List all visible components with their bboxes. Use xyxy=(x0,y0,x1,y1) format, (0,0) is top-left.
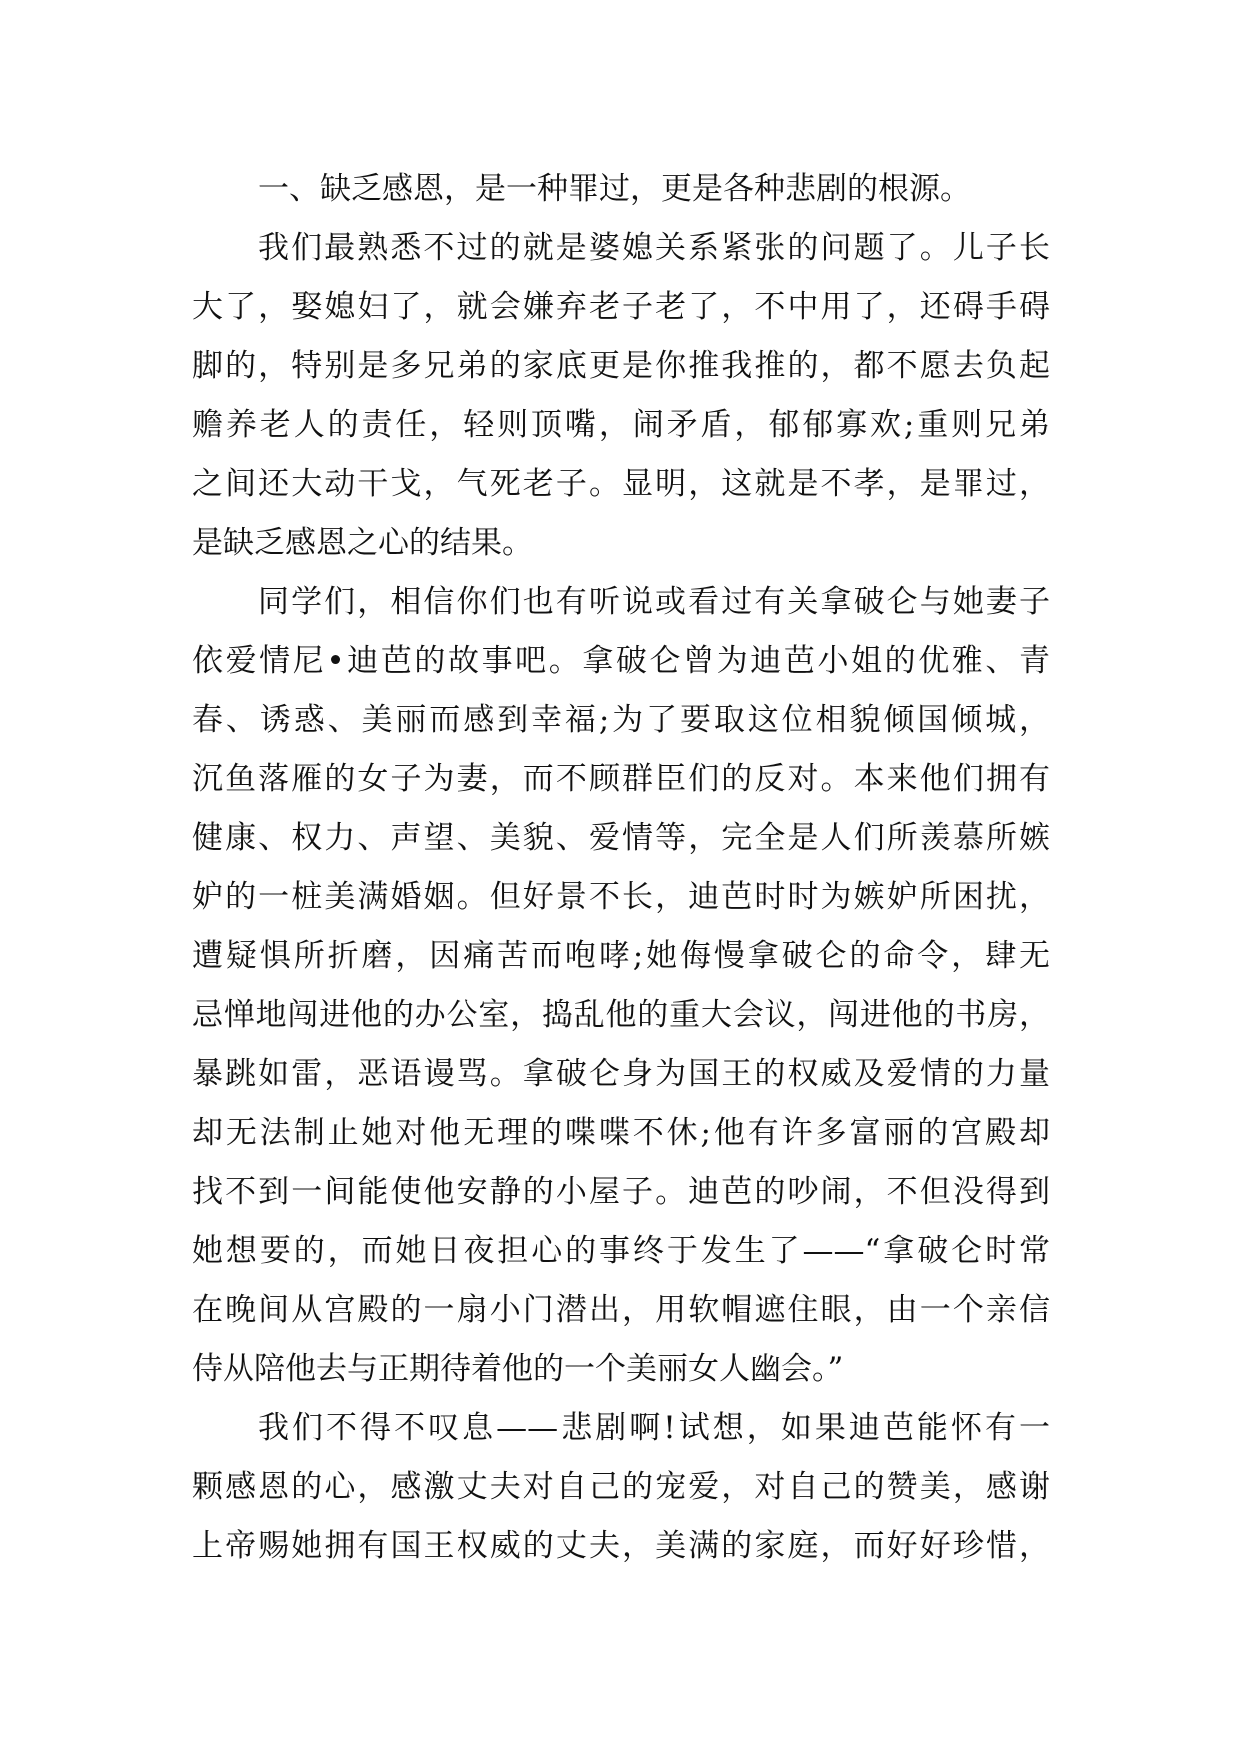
paragraph-1-line-2: 大了，娶媳妇了，就会嫌弃老子老了，不中用了，还碍手碍 xyxy=(192,289,1050,325)
paragraph-3-line-3: 上帝赐她拥有国王权威的丈夫，美满的家庭，而好好珍惜， xyxy=(192,1528,1050,1564)
paragraph-2-line-7: 遭疑惧所折磨，因痛苦而咆哮;她侮慢拿破仑的命令，肆无 xyxy=(192,938,1050,974)
paragraph-3-line-2: 颗感恩的心，感激丈夫对自己的宠爱，对自己的赞美，感谢 xyxy=(192,1469,1050,1505)
paragraph-2-line-2: 依爱情尼•迪芭的故事吧。拿破仑曾为迪芭小姐的优雅、青 xyxy=(192,643,1050,679)
section-heading: 一、缺乏感恩，是一种罪过，更是各种悲剧的根源。 xyxy=(258,171,971,207)
paragraph-1-line-1: 我们最熟悉不过的就是婆媳关系紧张的问题了。儿子长 xyxy=(258,230,1050,266)
paragraph-2-line-4: 沉鱼落雁的女子为妻，而不顾群臣们的反对。本来他们拥有 xyxy=(192,761,1050,797)
paragraph-2-line-1: 同学们，相信你们也有听说或看过有关拿破仑与她妻子 xyxy=(258,584,1050,620)
paragraph-1-line-5: 之间还大动干戈，气死老子。显明，这就是不孝，是罪过， xyxy=(192,466,1050,502)
paragraph-2-line-9: 暴跳如雷，恶语谩骂。拿破仑身为国王的权威及爱情的力量 xyxy=(192,1056,1050,1092)
paragraph-2-line-14: 侍从陪他去与正期待着他的一个美丽女人幽会。” xyxy=(192,1351,844,1387)
paragraph-2-line-11: 找不到一间能使他安静的小屋子。迪芭的吵闹，不但没得到 xyxy=(192,1174,1050,1210)
paragraph-3-line-1: 我们不得不叹息——悲剧啊!试想，如果迪芭能怀有一 xyxy=(258,1410,1050,1446)
document-body xyxy=(192,160,1050,1576)
paragraph-2-line-13: 在晚间从宫殿的一扇小门潜出，用软帽遮住眼，由一个亲信 xyxy=(192,1292,1050,1328)
paragraph-1-line-6: 是缺乏感恩之心的结果。 xyxy=(192,525,533,561)
paragraph-1-line-4: 赡养老人的责任，轻则顶嘴，闹矛盾，郁郁寡欢;重则兄弟 xyxy=(192,407,1050,443)
paragraph-2-line-8: 忌惮地闯进他的办公室，捣乱他的重大会议，闯进他的书房， xyxy=(192,997,1050,1033)
paragraph-1-line-3: 脚的，特别是多兄弟的家底更是你推我推的，都不愿去负起 xyxy=(192,348,1050,384)
paragraph-2-line-3: 春、诱惑、美丽而感到幸福;为了要取这位相貌倾国倾城， xyxy=(192,702,1050,738)
paragraph-2-line-10: 却无法制止她对他无理的喋喋不休;他有许多富丽的宫殿却 xyxy=(192,1115,1050,1151)
paragraph-2-line-6: 妒的一桩美满婚姻。但好景不长，迪芭时时为嫉妒所困扰， xyxy=(192,879,1050,915)
paragraph-2-line-5: 健康、权力、声望、美貌、爱情等，完全是人们所羡慕所嫉 xyxy=(192,820,1050,856)
paragraph-2-line-12: 她想要的，而她日夜担心的事终于发生了——“拿破仑时常 xyxy=(192,1233,1050,1269)
